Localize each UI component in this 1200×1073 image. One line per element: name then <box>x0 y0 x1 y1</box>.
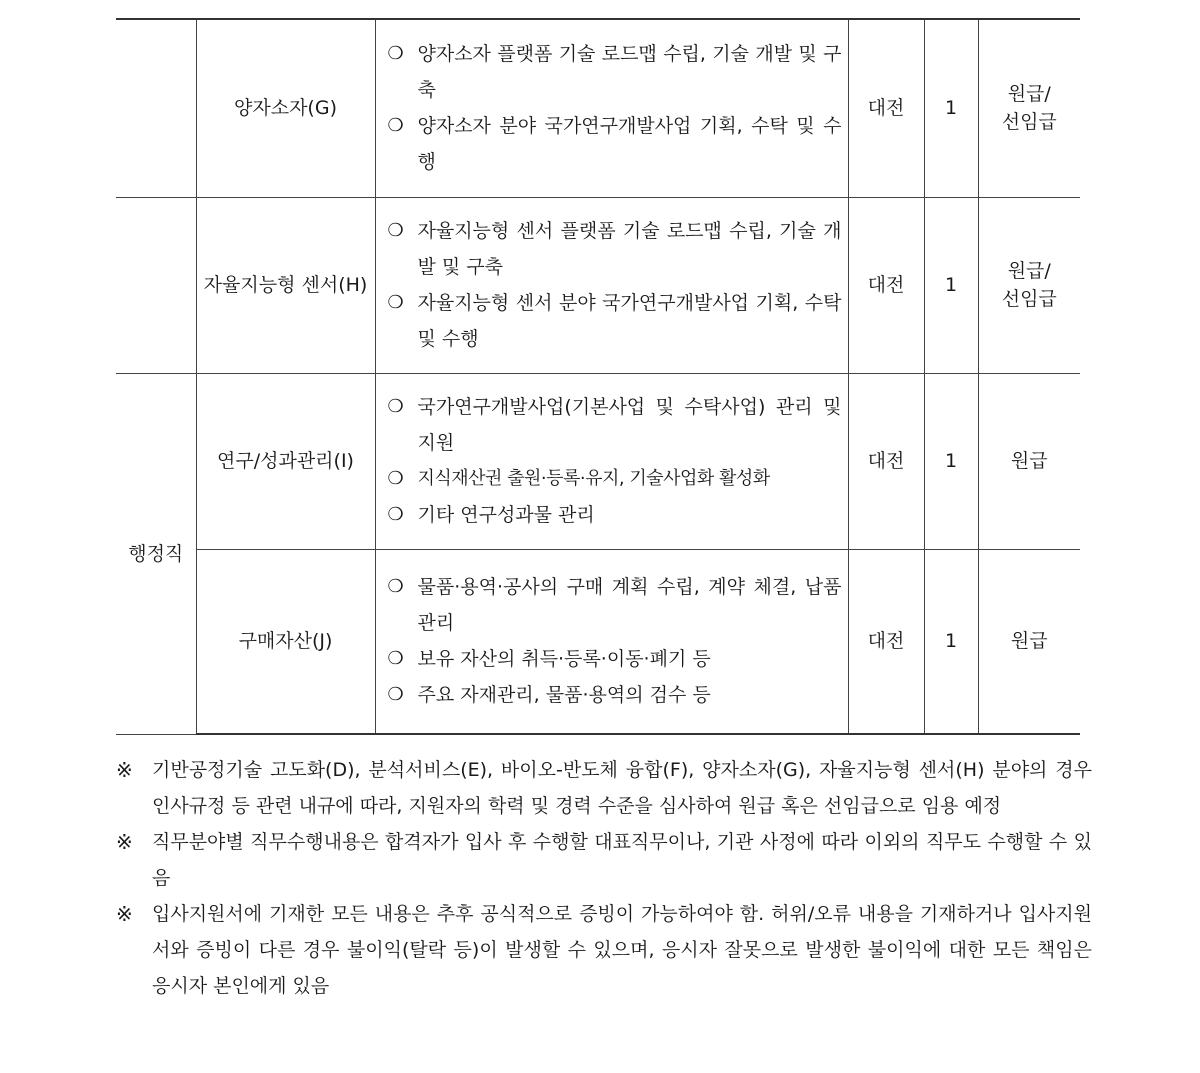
field-cell <box>196 549 375 734</box>
field-name: 양자소자(G) <box>234 97 337 120</box>
location-cell: 대전 <box>848 19 924 197</box>
note-item: ※ 입사지원서에 기재한 모든 내용은 추후 공식적으로 증빙이 가능하여야 함. 허위/오류 내용을 기재하거나 입사지원서와 증빙이 다른 경우 불이익(탈락 등)이 발생할 수 있으며, 응시자 잘못으로 발생한 불이익에 대한 모든 책임은 응시자 본인에게 있음 <box>116 896 1092 1004</box>
bullet-icon: ❍ <box>387 292 404 313</box>
category-cell <box>116 19 196 197</box>
bullet-icon: ❍ <box>387 43 404 65</box>
pay-type: 원급 <box>1010 630 1048 653</box>
field-name: 자율지능형 센서(H) <box>203 274 368 296</box>
count-cell: 1 <box>924 197 978 373</box>
duty-item: ❍ 양자소자 플랫폼 기술 로드맵 수립, 기술 개발 및 구축 <box>388 36 842 108</box>
duty-item: ❍ 기타 연구성과물 관리 <box>388 497 842 533</box>
bullet-icon: ❍ <box>387 684 404 706</box>
field-cell <box>196 19 375 197</box>
count-cell: 1 <box>924 549 978 734</box>
document <box>116 18 1080 735</box>
reference-mark-icon: ※ <box>116 758 133 782</box>
field-name: 연구/성과관리(I) <box>217 450 354 472</box>
duty-item: ❍ 자율지능형 센서 플랫폼 기술 로드맵 수립, 기술 개발 및 구축 <box>388 213 842 285</box>
job-table <box>116 18 1080 735</box>
bullet-icon: ❍ <box>387 396 404 417</box>
table-row <box>116 549 1080 734</box>
pay-type-cell <box>978 549 1080 734</box>
reference-mark-icon: ※ <box>116 830 133 854</box>
pay-type-cell <box>978 373 1080 549</box>
duty-item: ❍ 지식재산권 출원·등록·유지, 기술사업화 활성화 <box>388 461 842 497</box>
duty-item: ❍ 물품·용역·공사의 구매 계획 수립, 계약 체결, 납품 관리 <box>388 569 842 641</box>
duty-item: ❍ 국가연구개발사업(기본사업 및 수탁사업) 관리 및 지원 <box>388 389 842 461</box>
location-cell: 대전 <box>848 373 924 549</box>
table-row <box>116 197 1080 373</box>
table-row <box>116 373 1080 549</box>
duty-cell <box>375 19 848 197</box>
note-item: ※ 기반공정기술 고도화(D), 분석서비스(E), 바이오-반도체 융합(F), 양자소자(G), 자율지능형 센서(H) 분야의 경우 인사규정 등 관련 내규에 따라, 지원자의 학력 및 경력 수준을 심사하여 원급 혹은 선임급으로 임용 예정 <box>116 752 1092 824</box>
pay-type: 원급/ 선임급 <box>1001 83 1057 134</box>
bullet-icon: ❍ <box>387 115 404 137</box>
location-cell: 대전 <box>848 197 924 373</box>
duty-cell <box>375 549 848 734</box>
duty-item: ❍ 보유 자산의 취득·등록·이동·폐기 등 <box>388 641 842 677</box>
table-row <box>116 19 1080 197</box>
field-name: 구매자산(J) <box>238 630 333 653</box>
pay-type: 원급/ 선임급 <box>1001 260 1057 310</box>
bullet-icon: ❍ <box>387 504 404 525</box>
bullet-icon: ❍ <box>387 576 404 598</box>
count-cell: 1 <box>924 19 978 197</box>
duty-cell <box>375 197 848 373</box>
location-cell: 대전 <box>848 549 924 734</box>
note-item: ※ 직무분야별 직무수행내용은 합격자가 입사 후 수행할 대표직무이나, 기관 사정에 따라 이외의 직무도 수행할 수 있음 <box>116 824 1092 896</box>
category-cell <box>116 197 196 373</box>
duty-item: ❍ 자율지능형 센서 분야 국가연구개발사업 기획, 수탁 및 수행 <box>388 285 842 357</box>
count-cell: 1 <box>924 373 978 549</box>
category-label: 행정직 <box>128 542 184 565</box>
category-cell <box>116 373 196 734</box>
reference-mark-icon: ※ <box>116 902 133 926</box>
duty-cell <box>375 373 848 549</box>
pay-type: 원급 <box>1010 450 1048 472</box>
bullet-icon: ❍ <box>387 220 404 241</box>
pay-type-cell <box>978 197 1080 373</box>
duty-item: ❍ 양자소자 분야 국가연구개발사업 기획, 수탁 및 수행 <box>388 108 842 180</box>
field-cell <box>196 373 375 549</box>
pay-type-cell <box>978 19 1080 197</box>
bullet-icon: ❍ <box>387 468 404 489</box>
field-cell <box>196 197 375 373</box>
duty-item: ❍ 주요 자재관리, 물품·용역의 검수 등 <box>388 677 842 713</box>
bullet-icon: ❍ <box>387 648 404 670</box>
notes-section <box>116 752 1092 1004</box>
